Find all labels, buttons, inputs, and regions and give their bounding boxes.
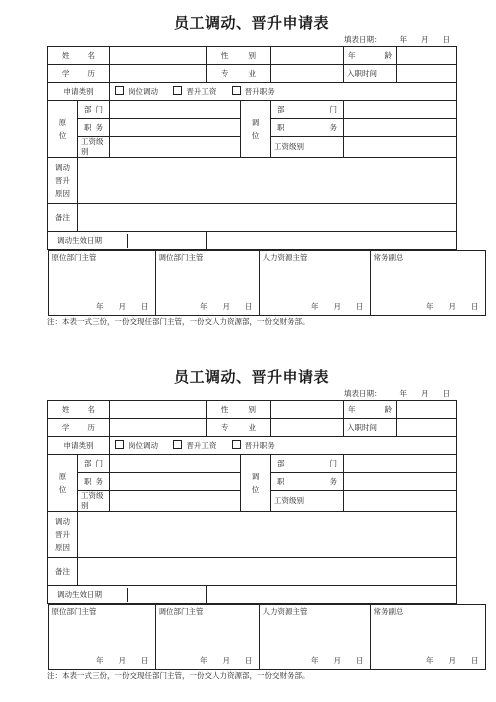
reason-label-cell (48, 512, 78, 558)
sign-date (96, 656, 149, 666)
sign-date-month: 月 (448, 656, 456, 665)
sign-vp[interactable] (370, 605, 485, 670)
original-grade-label: 工资级别 (78, 137, 110, 158)
option-transfer: 岗位调动 (128, 87, 158, 96)
sign-date-day: 日 (245, 656, 253, 665)
form-title: 员工调动、晋升申请表 (173, 14, 329, 32)
fill-date-day: 日 (442, 35, 450, 44)
effective-date-field[interactable] (207, 232, 457, 250)
row-basic-2 (48, 65, 457, 83)
sign-date-month: 月 (333, 656, 341, 665)
row-application-type (48, 437, 457, 455)
sign-vp-label: 常务副总 (373, 253, 404, 262)
fill-date-year: 年 (399, 389, 407, 398)
age-label: 年龄 (344, 401, 397, 419)
row-effective-date (48, 232, 457, 250)
transfer-grade-field[interactable] (344, 137, 457, 158)
checkbox-transfer[interactable] (115, 440, 124, 449)
signature-area (48, 250, 479, 317)
form-note: 注：本表一式三份，一份交现任部门主管，一份交人力资源部，一份交财务部。 (47, 671, 310, 680)
sign-date-month: 月 (333, 302, 341, 311)
transfer-title-label: 职务 (271, 473, 344, 491)
age-field[interactable] (397, 401, 457, 419)
sign-date-day: 日 (245, 302, 253, 311)
effective-date-text: 调动生效日期 (57, 588, 128, 602)
age-label: 年龄 (344, 47, 397, 65)
row-application-type (48, 83, 457, 101)
sign-date-year: 年 (311, 302, 319, 311)
original-title-field[interactable] (110, 473, 241, 491)
transfer-title-field[interactable] (344, 473, 457, 491)
sign-original-dept[interactable] (48, 605, 155, 670)
reason-field[interactable] (78, 512, 457, 558)
transfer-label: 调位 (251, 472, 260, 494)
application-type-label: 申请类别 (48, 83, 110, 101)
fill-date-label: 填表日期： (344, 389, 382, 398)
original-grade-label: 工资级别 (78, 491, 110, 512)
row-remark (48, 558, 457, 586)
gender-label: 性别 (207, 401, 271, 419)
remark-label: 备注 (48, 204, 78, 232)
row-signatures (48, 604, 457, 671)
application-table (47, 400, 479, 670)
row-basic-1 (48, 401, 457, 419)
remark-label: 备注 (48, 558, 78, 586)
signature-table (48, 604, 486, 670)
reason-label: 调动晋升原因 (55, 517, 70, 552)
original-dept-field[interactable] (110, 455, 241, 473)
gender-label: 性别 (207, 47, 271, 65)
sign-date (96, 302, 149, 312)
form-2 (47, 366, 479, 682)
sign-date (311, 302, 364, 312)
entry-date-field[interactable] (397, 419, 457, 437)
sign-date-year: 年 (200, 656, 208, 665)
transfer-grade-label: 工资级别 (271, 491, 344, 512)
fill-date-month: 月 (421, 35, 429, 44)
name-field[interactable] (110, 47, 207, 65)
sign-date-day: 日 (356, 656, 364, 665)
original-grade-field[interactable] (110, 137, 241, 158)
sign-date (426, 302, 479, 312)
sign-date-month: 月 (222, 656, 230, 665)
checkbox-transfer[interactable] (115, 86, 124, 95)
option-transfer: 岗位调动 (128, 441, 158, 450)
transfer-grade-field[interactable] (344, 491, 457, 512)
original-label: 原位 (58, 472, 67, 494)
transfer-dept-label: 部门 (271, 455, 344, 473)
original-title-label: 职务 (78, 473, 110, 491)
name-field[interactable] (110, 401, 207, 419)
original-title-label: 职务 (78, 119, 110, 137)
major-field[interactable] (271, 65, 344, 83)
sign-date-day: 日 (471, 302, 479, 311)
sign-date-year: 年 (96, 656, 104, 665)
signature-area (48, 604, 479, 671)
education-label: 学历 (48, 419, 110, 437)
reason-label: 调动晋升原因 (55, 163, 70, 198)
remark-field[interactable] (78, 204, 457, 232)
fill-date-year: 年 (399, 35, 407, 44)
original-dept-label: 部门 (78, 101, 110, 119)
row-position-1 (48, 455, 457, 473)
sign-date-year: 年 (96, 302, 104, 311)
option-salary: 晋升工资 (186, 441, 217, 450)
transfer-dept-field[interactable] (344, 101, 457, 119)
row-reason (48, 158, 457, 204)
sign-date-day: 日 (356, 302, 364, 311)
form-1 (47, 12, 479, 328)
option-salary: 晋升工资 (186, 87, 217, 96)
transfer-dept-label: 部门 (271, 101, 344, 119)
original-dept-label: 部门 (78, 455, 110, 473)
fill-date (47, 388, 456, 400)
education-field[interactable] (110, 419, 207, 437)
reason-field[interactable] (78, 158, 457, 204)
effective-date-field[interactable] (207, 586, 457, 604)
option-promotion: 晋升职务 (244, 441, 275, 450)
original-grade-field[interactable] (110, 491, 241, 512)
application-type-options (110, 437, 457, 455)
fill-date-day: 日 (442, 389, 450, 398)
signature-table (48, 250, 486, 316)
original-position-label (48, 101, 78, 158)
entry-date-label: 入职时间 (344, 65, 397, 83)
row-remark (48, 204, 457, 232)
application-type-options (110, 83, 457, 101)
row-basic-1 (48, 47, 457, 65)
transfer-dept-field[interactable] (344, 455, 457, 473)
sign-vp-label: 常务副总 (373, 607, 404, 616)
sign-transfer-dept[interactable] (155, 251, 259, 316)
sign-hr[interactable] (259, 605, 370, 670)
signature-row (48, 605, 485, 670)
sign-date-month: 月 (448, 302, 456, 311)
sign-date (311, 656, 364, 666)
sign-hr[interactable] (259, 251, 370, 316)
sign-original-dept-label: 原位部门主管 (51, 253, 97, 262)
form-note: 注：本表一式三份，一份交现任部门主管，一份交人力资源部，一份交财务部。 (47, 317, 310, 326)
sign-original-dept-label: 原位部门主管 (51, 607, 97, 616)
sign-date (200, 302, 253, 312)
transfer-title-label: 职务 (271, 119, 344, 137)
education-field[interactable] (110, 65, 207, 83)
sign-vp[interactable] (370, 251, 485, 316)
sign-transfer-dept-label: 调位部门主管 (158, 607, 204, 616)
checkbox-promotion[interactable] (232, 86, 241, 95)
application-table (47, 46, 479, 316)
transfer-grade-label: 工资级别 (271, 137, 344, 158)
gender-field[interactable] (271, 401, 344, 419)
sign-date-year: 年 (200, 302, 208, 311)
sign-date-day: 日 (141, 656, 149, 665)
form-title: 员工调动、晋升申请表 (173, 368, 329, 386)
row-effective-date (48, 586, 457, 604)
education-label: 学历 (48, 65, 110, 83)
original-position-label (48, 455, 78, 512)
option-promotion: 晋升职务 (244, 87, 275, 96)
sign-hr-label: 人力资源主管 (262, 253, 308, 262)
transfer-label: 调位 (251, 118, 260, 140)
sign-date-month: 月 (222, 302, 230, 311)
sign-date (200, 656, 253, 666)
original-dept-field[interactable] (110, 101, 241, 119)
row-reason (48, 512, 457, 558)
sign-date-day: 日 (471, 656, 479, 665)
checkbox-promotion[interactable] (232, 440, 241, 449)
sign-date-year: 年 (311, 656, 319, 665)
fill-date-month: 月 (421, 389, 429, 398)
fill-date-label: 填表日期： (344, 35, 382, 44)
gender-field[interactable] (271, 47, 344, 65)
major-label: 专业 (207, 65, 271, 83)
entry-date-label: 入职时间 (344, 419, 397, 437)
sign-date-year: 年 (426, 302, 434, 311)
transfer-position-label (241, 455, 271, 512)
age-field[interactable] (397, 47, 457, 65)
reason-label-cell (48, 158, 78, 204)
sign-date-month: 月 (118, 656, 126, 665)
row-basic-2 (48, 419, 457, 437)
sign-transfer-dept[interactable] (155, 605, 259, 670)
original-label: 原位 (58, 118, 67, 140)
sign-date-month: 月 (118, 302, 126, 311)
effective-date-text: 调动生效日期 (57, 234, 128, 248)
remark-field[interactable] (78, 558, 457, 586)
signature-row (48, 251, 485, 316)
original-title-field[interactable] (110, 119, 241, 137)
name-label: 姓名 (48, 47, 110, 65)
row-position-1 (48, 101, 457, 119)
major-label: 专业 (207, 419, 271, 437)
checkbox-salary[interactable] (173, 440, 182, 449)
application-type-label: 申请类别 (48, 437, 110, 455)
sign-original-dept[interactable] (48, 251, 155, 316)
sign-transfer-dept-label: 调位部门主管 (158, 253, 204, 262)
row-signatures (48, 250, 457, 317)
sign-date (426, 656, 479, 666)
transfer-position-label (241, 101, 271, 158)
sign-hr-label: 人力资源主管 (262, 607, 308, 616)
effective-date-label (48, 586, 207, 604)
sign-date-day: 日 (141, 302, 149, 311)
sign-date-year: 年 (426, 656, 434, 665)
checkbox-salary[interactable] (173, 86, 182, 95)
transfer-title-field[interactable] (344, 119, 457, 137)
major-field[interactable] (271, 419, 344, 437)
entry-date-field[interactable] (397, 65, 457, 83)
fill-date (47, 34, 456, 46)
effective-date-label (48, 232, 207, 250)
name-label: 姓名 (48, 401, 110, 419)
